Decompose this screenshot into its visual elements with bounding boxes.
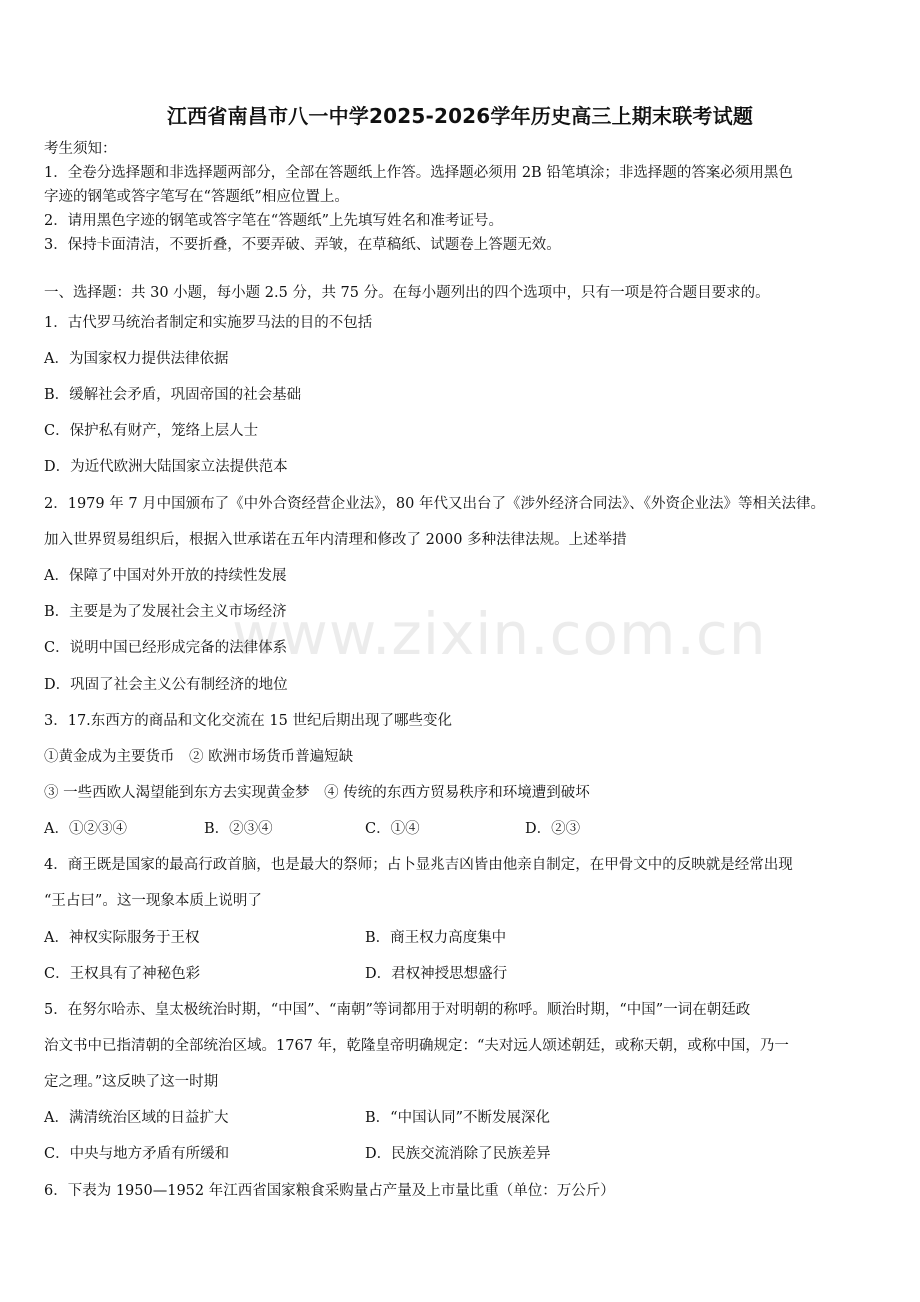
- q2-option-c: C．说明中国已经形成完备的法律体系: [44, 640, 288, 656]
- q4-stem-line2: “王占曰”。这一现象本质上说明了: [44, 893, 262, 909]
- q5-option-c: C．中央与地方矛盾有所缓和: [44, 1146, 230, 1162]
- q2-option-d: D．巩固了社会主义公有制经济的地位: [44, 677, 288, 693]
- q1-option-d: D．为近代欧洲大陆国家立法提供范本: [44, 459, 288, 475]
- q4-option-d: D．君权神授思想盛行: [365, 966, 508, 982]
- q4-stem-line1: 4．商王既是国家的最高行政首脑，也是最大的祭师；占卜显兆吉凶皆由他亲自制定，在甲骨文中的反映就是经常出现: [44, 857, 793, 873]
- q6-stem: 6．下表为 1950—1952 年江西省国家粮食采购量占产量及上市量比重（单位：万公斤）: [44, 1183, 615, 1199]
- q3-option-a: A．①②③④: [44, 821, 127, 837]
- q4-option-a: A．神权实际服务于王权: [44, 930, 200, 946]
- q2-stem-line1: 2．1979 年 7 月中国颁布了《中外合资经营企业法》，80 年代又出台了《涉外经济合同法》、《外资企业法》等相关法律。: [44, 496, 825, 512]
- q5-option-a: A．满清统治区域的日益扩大: [44, 1110, 229, 1126]
- q4-option-c: C．王权具有了神秘色彩: [44, 966, 201, 982]
- q3-stem: 3．17.东西方的商品和文化交流在 15 世纪后期出现了哪些变化: [44, 713, 452, 729]
- q5-option-d: D．民族交流消除了民族差异: [365, 1146, 551, 1162]
- notice-item-2: 2．请用黑色字迹的钢笔或答字笔在“答题纸”上先填写姓名和准考证号。: [44, 213, 504, 229]
- notice-item-1b: 字迹的钢笔或答字笔写在“答题纸”相应位置上。: [44, 189, 349, 205]
- q3-option-c: C．①④: [365, 821, 420, 837]
- q3-option-b: B．②③④: [204, 821, 273, 837]
- q1-option-b: B．缓解社会矛盾，巩固帝国的社会基础: [44, 387, 302, 403]
- q3-option-d: D．②③: [525, 821, 581, 837]
- q5-stem-line2: 治文书中已指清朝的全部统治区域。1767 年，乾隆皇帝明确规定：“夫对远人颂述朝廷，或称天朝，或称中国，乃一: [44, 1038, 789, 1054]
- notice-item-3: 3．保持卡面清洁，不要折叠，不要弄破、弄皱，在草稿纸、试题卷上答题无效。: [44, 237, 561, 253]
- q1-option-a: A．为国家权力提供法律依据: [44, 351, 229, 367]
- q5-stem-line1: 5．在努尔哈赤、皇太极统治时期，“中国”、“南朝”等词都用于对明朝的称呼。顺治时期，“中国”一词在朝廷政: [44, 1002, 751, 1018]
- section-heading: 一、选择题：共 30 小题，每小题 2.5 分，共 75 分。在每小题列出的四个选项中，只有一项是符合题目要求的。: [44, 285, 770, 301]
- notice-item-1a: 1．全卷分选择题和非选择题两部分，全部在答题纸上作答。选择题必须用 2B 铅笔填涂；非选择题的答案必须用黑色: [44, 165, 793, 181]
- q1-stem: 1．古代罗马统治者制定和实施罗马法的目的不包括: [44, 315, 373, 331]
- q1-option-c: C．保护私有财产，笼络上层人士: [44, 423, 259, 439]
- page-title: 江西省南昌市八一中学2025-2026学年历史高三上期末联考试题: [166, 104, 754, 128]
- q3-items-3-4: ③ 一些西欧人渴望能到东方去实现黄金梦 ④ 传统的东西方贸易秩序和环境遭到破坏: [44, 785, 590, 801]
- notice-heading: 考生须知：: [44, 141, 117, 157]
- q3-items-1-2: ①黄金成为主要货币 ② 欧洲市场货币普遍短缺: [44, 749, 354, 765]
- q5-option-b: B．“中国认同”不断发展深化: [365, 1110, 550, 1126]
- q2-option-a: A．保障了中国对外开放的持续性发展: [44, 568, 287, 584]
- q5-stem-line3: 定之理。”这反映了这一时期: [44, 1074, 219, 1090]
- q2-option-b: B．主要是为了发展社会主义市场经济: [44, 604, 287, 620]
- watermark: www.zixin.com.cn: [232, 600, 767, 668]
- q2-stem-line2: 加入世界贸易组织后，根据入世承诺在五年内清理和修改了 2000 多种法律法规。上述举措: [44, 532, 627, 548]
- q4-option-b: B．商王权力高度集中: [365, 930, 507, 946]
